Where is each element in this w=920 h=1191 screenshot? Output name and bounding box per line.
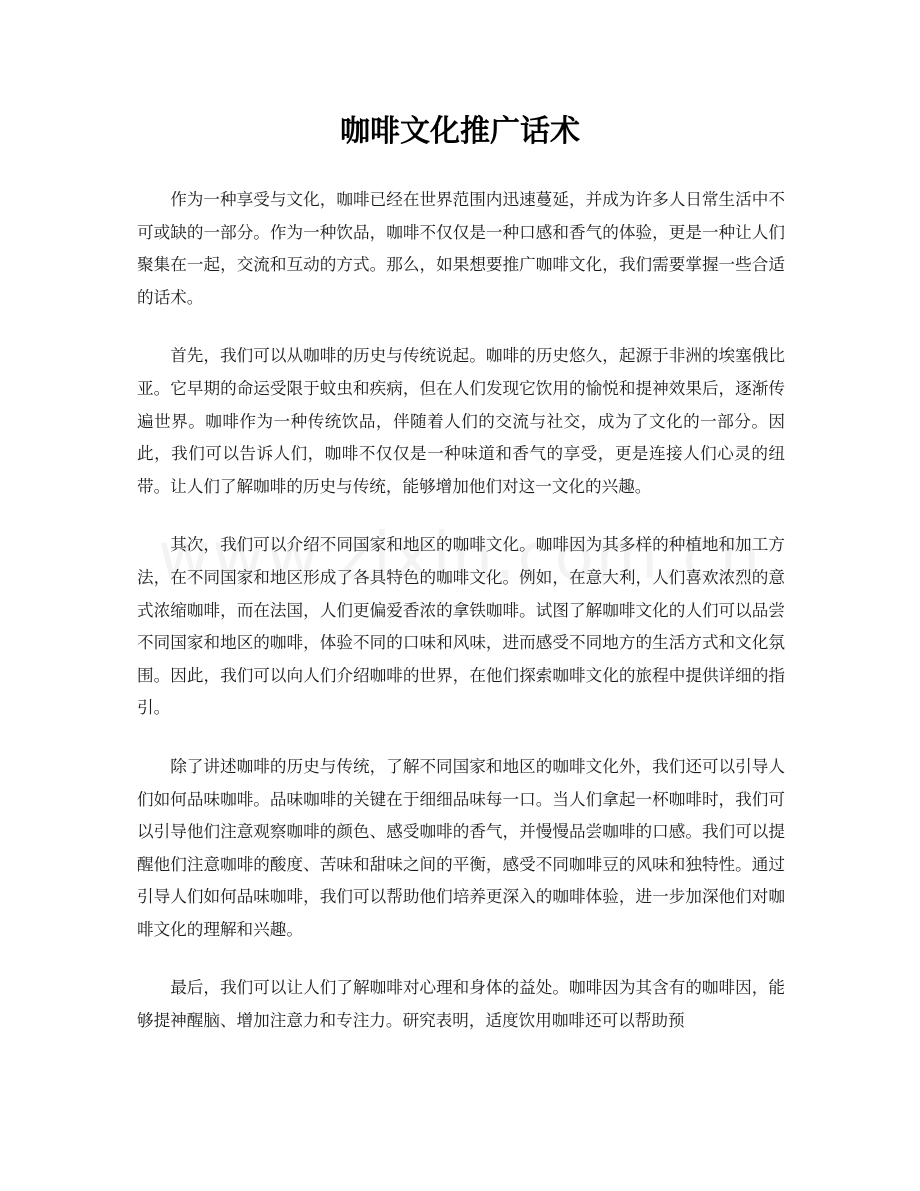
document-body xyxy=(137,184,785,1064)
paragraph-health: 最后，我们可以让人们了解咖啡对心理和身体的益处。咖啡因为其含有的咖啡因，能够提神醒脑、增加注意力和专注力。研究表明，适度饮用咖啡还可以帮助预 xyxy=(137,978,785,1031)
paragraph-intro: 作为一种享受与文化，咖啡已经在世界范围内迅速蔓延，并成为许多人日常生活中不可或缺的一部分。作为一种饮品，咖啡不仅仅是一种口感和香气的体验，更是一种让人们聚集在一起，交流和互动的方式。那么，如果想要推广咖啡文化，我们需要掌握一些合适的话术。 xyxy=(137,190,785,307)
paragraph-history: 首先，我们可以从咖啡的历史与传统说起。咖啡的历史悠久，起源于非洲的埃塞俄比亚。它早期的命运受限于蚊虫和疾病，但在人们发现它饮用的愉悦和提神效果后，逐渐传遍世界。咖啡作为一种传统饮品，伴随着人们的交流与社交，成为了文化的一部分。因此，我们可以告诉人们，咖啡不仅仅是一种味道和香气的享受，更是连接人们心灵的纽带。让人们了解咖啡的历史与传统，能够增加他们对这一文化的兴趣。 xyxy=(137,346,785,496)
paragraph-tasting: 除了讲述咖啡的历史与传统，了解不同国家和地区的咖啡文化外，我们还可以引导人们如何品味咖啡。品味咖啡的关键在于细细品味每一口。当人们拿起一杯咖啡时，我们可以引导他们注意观察咖啡的颜色、感受咖啡的香气，并慢慢品尝咖啡的口感。我们可以提醒他们注意咖啡的酸度、苦味和甜味之间的平衡，感受不同咖啡豆的风味和独特性。通过引导人们如何品味咖啡，我们可以帮助他们培养更深入的咖啡体验，进一步加深他们对咖啡文化的理解和兴趣。 xyxy=(137,756,785,939)
paragraph-regional-culture: 其次，我们可以介绍不同国家和地区的咖啡文化。咖啡因为其多样的种植地和加工方法，在不同国家和地区形成了各具特色的咖啡文化。例如，在意大利，人们喜欢浓烈的意式浓缩咖啡，而在法国，人们更偏爱香浓的拿铁咖啡。试图了解咖啡文化的人们可以品尝不同国家和地区的咖啡，体验不同的口味和风味，进而感受不同地方的生活方式和文化氛围。因此，我们可以向人们介绍咖啡的世界，在他们探索咖啡文化的旅程中提供详细的指引。 xyxy=(137,535,785,718)
document-title: 咖啡文化推广话术 xyxy=(340,114,580,149)
